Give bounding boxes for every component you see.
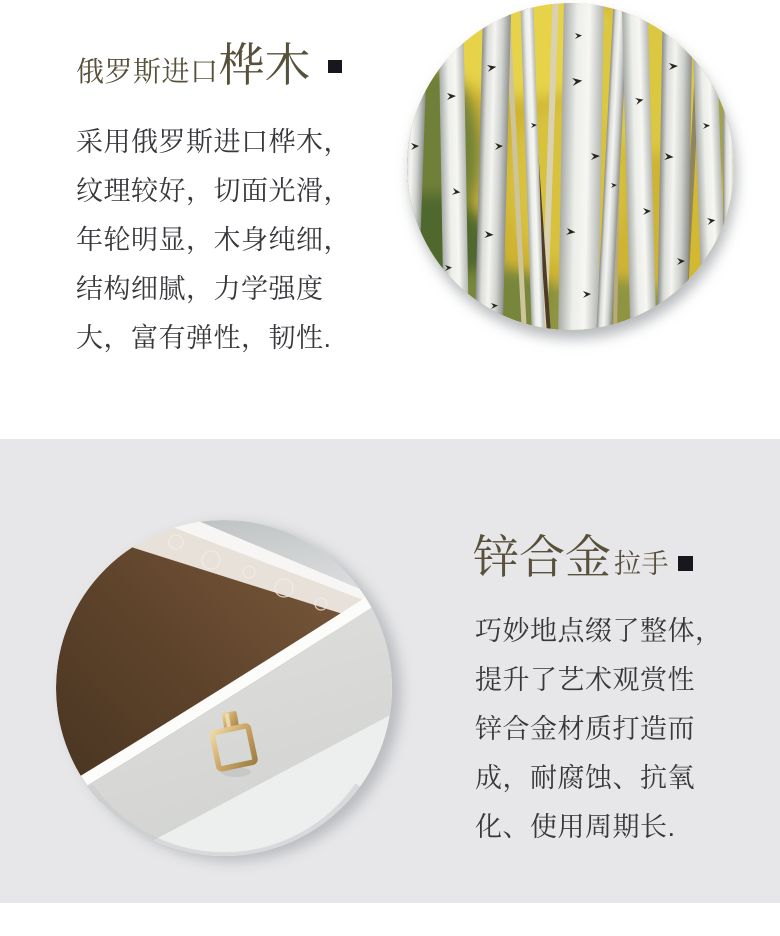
birch-wood-section bbox=[0, 0, 780, 439]
birch-description-line: 年轮明显，木身纯细， bbox=[76, 225, 351, 255]
handle-section bbox=[0, 439, 780, 903]
bottom-white-strip bbox=[0, 903, 780, 936]
birch-description bbox=[76, 118, 351, 363]
handle-description-line: 化、使用周期长. bbox=[475, 812, 676, 842]
title-marker-square bbox=[328, 60, 342, 73]
handle-description bbox=[475, 607, 723, 852]
birch-forest-illustration bbox=[407, 3, 734, 330]
handle-description-line: 成，耐腐蚀、抗氧 bbox=[475, 763, 695, 793]
birch-forest-photo bbox=[407, 3, 734, 330]
handle-title-main: 锌合金 bbox=[473, 531, 611, 583]
birch-title-main: 桦木 bbox=[218, 39, 311, 91]
birch-title-prefix: 俄罗斯进口 bbox=[76, 56, 219, 87]
birch-section-title bbox=[76, 39, 342, 100]
drawer-gold-handle-photo bbox=[56, 520, 392, 856]
title-marker-square bbox=[678, 556, 693, 571]
handle-description-line: 巧妙地点缀了整体， bbox=[475, 616, 723, 646]
handle-description-line: 提升了艺术观赏性 bbox=[475, 665, 695, 695]
handle-title-suffix: 拉手 bbox=[614, 549, 669, 579]
birch-description-line: 结构细腻，力学强度 bbox=[76, 274, 324, 304]
handle-section-title bbox=[473, 531, 693, 592]
birch-description-line: 采用俄罗斯进口桦木， bbox=[76, 127, 351, 157]
birch-description-line: 纹理较好，切面光滑， bbox=[76, 176, 351, 206]
drawer-handle-illustration bbox=[56, 520, 392, 856]
handle-description-line: 锌合金材质打造而 bbox=[475, 714, 695, 744]
birch-description-line: 大，富有弹性，韧性. bbox=[76, 323, 332, 353]
